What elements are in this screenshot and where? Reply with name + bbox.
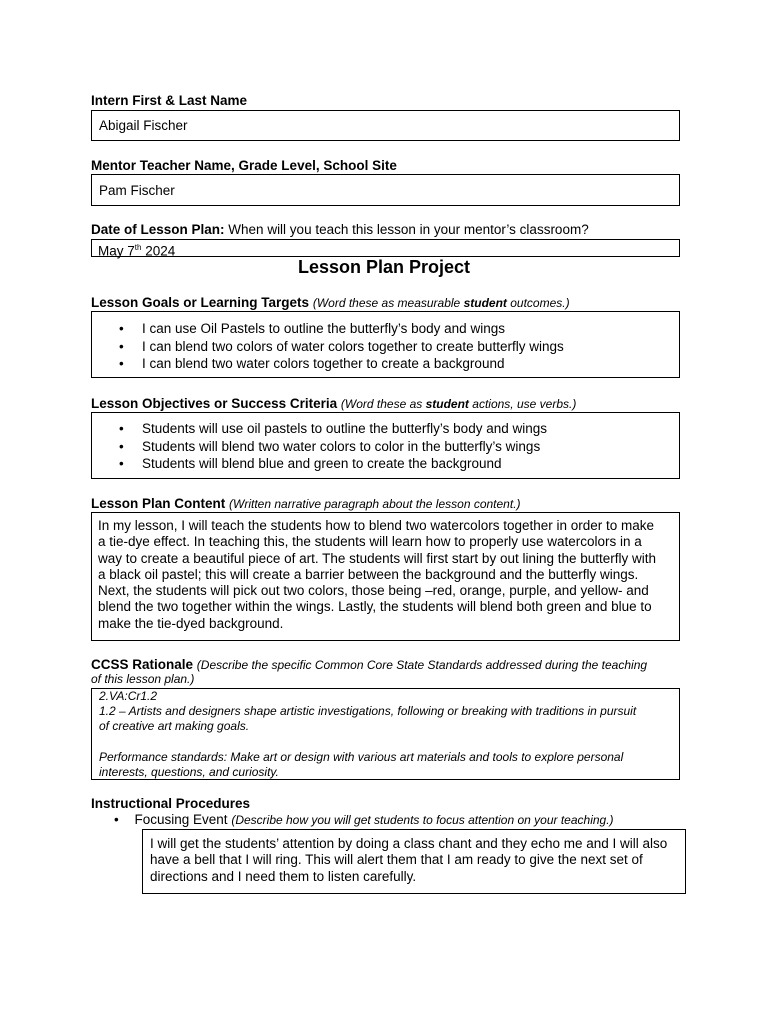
focusing-line: have a bell that I will ring. This will alert them that I am ready to give the next set of <box>150 852 643 868</box>
mentor-value: Pam Fischer <box>99 182 175 198</box>
content-line: Next, the students will pick out two colors, those being –red, orange, purple, and yellow- and <box>98 583 649 599</box>
date-label-row <box>91 222 589 237</box>
date-field[interactable] <box>91 239 680 257</box>
goals-box <box>91 311 680 378</box>
ccss-standard-line1: 1.2 – Artists and designers shape artistic investigations, following or breaking with traditions in pursuit <box>99 704 637 719</box>
intern-name-value: Abigail Fischer <box>99 118 188 133</box>
content-label-row <box>91 496 521 511</box>
date-label: Date of Lesson Plan: <box>91 222 225 237</box>
goals-hint: (Word these as measurable student outcomes.) <box>312 296 570 310</box>
ccss-box <box>91 688 680 780</box>
list-item: • I can blend two water colors together to create a background <box>92 355 679 373</box>
mentor-field[interactable] <box>91 174 680 206</box>
goals-label: Lesson Goals or Learning Targets <box>91 295 310 310</box>
ccss-performance-line2: interests, questions, and curiosity. <box>99 764 279 779</box>
date-question: When will you teach this lesson in your mentor’s classroom? <box>228 222 589 237</box>
content-box <box>91 512 680 641</box>
content-line: make the tie-dyed background. <box>98 615 284 631</box>
mentor-label: Mentor Teacher Name, Grade Level, School Site <box>91 158 397 173</box>
focusing-event-label: Focusing Event <box>134 812 228 827</box>
ccss-code: 2.VA:Cr1.2 <box>99 689 158 703</box>
ccss-performance-line1: Performance standards: Make art or design with various art materials and tools to explore personal <box>99 749 624 764</box>
ccss-hint-line1: (Describe the specific Common Core State Standards addressed during the teaching <box>196 658 648 672</box>
list-item: • I can use Oil Pastels to outline the butterfly’s body and wings <box>92 320 679 338</box>
procedures-label: Instructional Procedures <box>91 796 251 811</box>
bullet: • <box>114 812 119 827</box>
intern-name-field[interactable] <box>91 110 680 141</box>
objectives-hint: (Word these as student actions, use verbs.) <box>340 397 577 411</box>
ccss-standard-line2: of creative art making goals. <box>99 719 250 734</box>
objectives-label: Lesson Objectives or Success Criteria <box>91 396 338 411</box>
focusing-event-box <box>142 829 686 894</box>
focusing-line: directions and I need them to listen carefully. <box>150 868 417 884</box>
ccss-hint-line2: of this lesson plan.) <box>91 672 195 687</box>
focusing-event-hint: (Describe how you will get students to focus attention on your teaching.) <box>231 813 614 827</box>
content-hint: (Written narrative paragraph about the lesson content.) <box>229 497 521 511</box>
date-value-day: May 7 <box>98 243 135 259</box>
page-title: Lesson Plan Project <box>297 257 471 277</box>
content-line: a tie-dye effect. In teaching this, the students will learn how to properly use watercolors in a <box>98 534 642 550</box>
focusing-line: I will get the students’ attention by doing a class chant and they echo me and I will also <box>150 836 668 851</box>
goals-label-row <box>91 295 570 310</box>
list-item: • I can blend two colors of water colors together to create butterfly wings <box>92 338 679 356</box>
intern-name-label: Intern First & Last Name <box>91 93 248 108</box>
list-item: • Students will blend blue and green to create the background <box>92 455 679 473</box>
date-value-sup: th <box>134 243 142 252</box>
content-line: a black oil pastel; this will create a barrier between the background and the butterfly wings. <box>98 566 639 582</box>
ccss-label: CCSS Rationale <box>91 657 194 672</box>
date-value-year: 2024 <box>145 243 176 259</box>
objectives-label-row <box>91 396 576 411</box>
list-item: • Students will blend two water colors to color in the butterfly’s wings <box>92 438 679 456</box>
content-line: blend the two together within the wings. Lastly, the students will blend both green and blue to <box>98 599 652 615</box>
list-item: • Students will use oil pastels to outline the butterfly’s body and wings <box>92 420 679 438</box>
content-line: way to create a beautiful piece of art. The students will first start by out lining the butterfly with <box>98 550 657 566</box>
ccss-label-block <box>91 657 691 687</box>
focusing-event-row <box>114 812 614 828</box>
objectives-box <box>91 412 680 479</box>
content-line: In my lesson, I will teach the students how to blend two watercolors together in order to make <box>98 518 655 533</box>
content-label: Lesson Plan Content <box>91 496 226 511</box>
